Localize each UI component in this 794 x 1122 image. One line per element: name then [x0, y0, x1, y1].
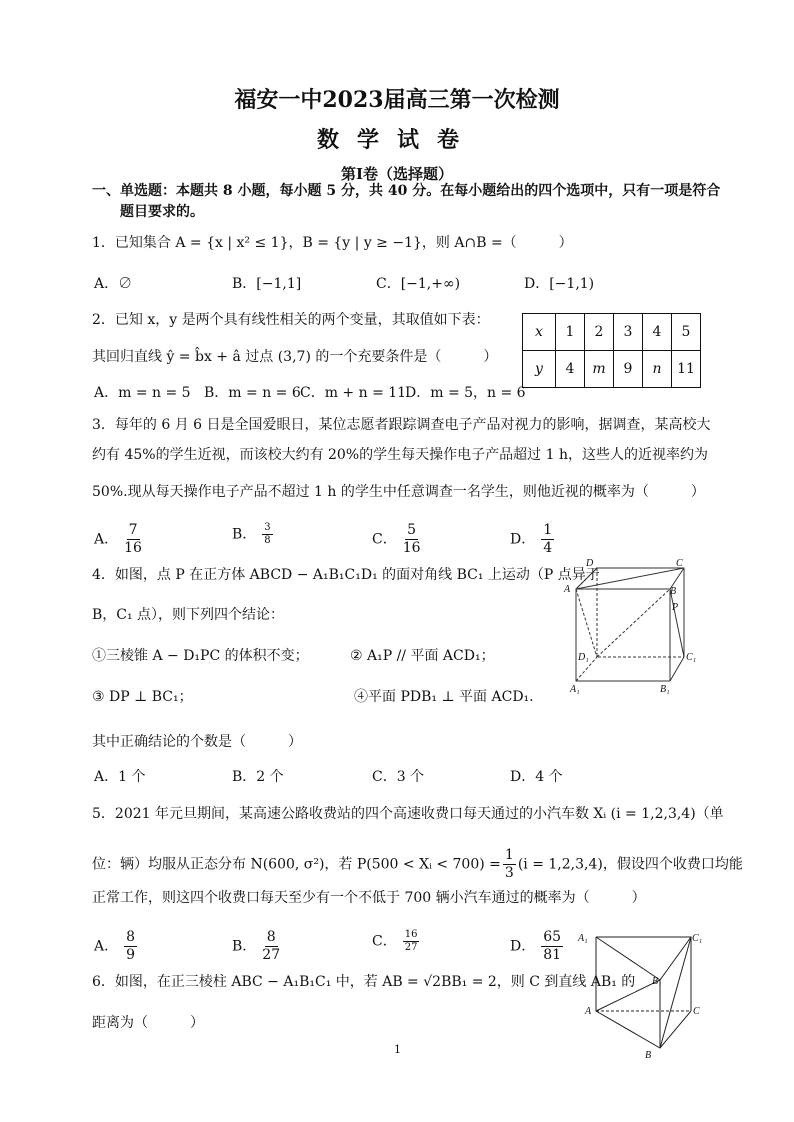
denominator: 16 — [124, 540, 142, 556]
table-cell: 2 — [585, 314, 614, 351]
q1-stem: 1．已知集合 A = {x | x² ≤ 1}，B = {y | y ≥ −1}，则 A∩B =（ ） — [92, 235, 573, 251]
figure-label: C₁ — [692, 933, 703, 944]
q5-stem: 5．2021 年元旦期间，某高速公路收费站的四个高速收费口每天通过的小汽车数 Xᵢ (i = 1,2,3,4)（单 — [92, 806, 724, 822]
fraction — [262, 929, 280, 964]
numerator: 8 — [266, 929, 276, 945]
table-cell: 1 — [556, 314, 585, 351]
q3-stem: 3．每年的 6 月 6 日是全国爱眼日，某位志愿者跟踪调查电子产品对视力的影响，据调查，某高校大 — [92, 417, 711, 433]
denominator: 27 — [262, 947, 281, 963]
q4-option-d: D．4 个 — [510, 769, 563, 785]
option-label: A． — [94, 531, 119, 548]
q2-stem: 2．已知 x，y 是两个具有线性相关的两个变量，其取值如下表： — [92, 312, 490, 328]
option-label: C． — [372, 531, 397, 548]
fraction — [503, 847, 516, 882]
q4-conclusion-1: ①三棱锥 A − D₁PC 的体积不变； — [92, 648, 309, 664]
table-cell: n — [643, 351, 672, 388]
text: 位：辆）均服从正态分布 N(600, σ²)，若 P(500 < Xᵢ < 700) = — [92, 856, 501, 873]
q5-option-c — [372, 929, 419, 954]
table-cell: 5 — [672, 314, 701, 351]
q5-stem-cont — [92, 847, 743, 882]
option-label: B． — [232, 938, 257, 955]
numerator: 1 — [543, 522, 553, 538]
prism-figure — [596, 937, 691, 1048]
numerator: 1 — [504, 847, 514, 863]
q4-question: 其中正确结论的个数是（ ） — [92, 734, 302, 750]
q4-option-a: A．1 个 — [94, 769, 146, 785]
option-label: C． — [372, 933, 397, 950]
text: (i = 1,2,3,4)，假设四个收费口均能 — [517, 856, 743, 873]
figure-label: D₁ — [578, 652, 589, 663]
denominator: 16 — [402, 540, 421, 556]
page-number: 1 — [394, 1043, 401, 1056]
figure-label: B — [645, 1050, 652, 1061]
exam-subtitle: 数学试卷 — [316, 127, 477, 153]
q4-option-b: B．2 个 — [232, 769, 284, 785]
q1-option-a: A．∅ — [94, 276, 133, 292]
figure-label: B — [670, 586, 677, 597]
section-heading: 一、单选题：本题共 8 小题，每小题 5 分，共 40 分。在每小题给出的四个选项中，只有一项是符合 — [92, 183, 721, 199]
section-heading-cont: 题目要求的。 — [120, 204, 204, 220]
figure-label: B₁ — [660, 684, 670, 695]
q2-option-c: C．m + n = 11 — [300, 385, 407, 401]
table-cell: m — [585, 351, 614, 388]
figure-label: B₁ — [652, 976, 662, 987]
figure-label: C₁ — [686, 652, 697, 663]
exam-title: 福安一中2023届高三第一次检测 — [234, 87, 560, 113]
option-label: B． — [232, 526, 257, 543]
denominator: 4 — [543, 540, 553, 556]
figure-label: C — [676, 558, 683, 569]
q2-stem-cont: 其回归直线 ŷ = b̂x + â 过点 (3,7) 的一个充要条件是（ ） — [92, 349, 498, 365]
numerator: 3 — [264, 522, 271, 533]
q2-option-b: B．m = n = 6 — [204, 385, 301, 401]
table-cell: 4 — [643, 314, 672, 351]
q4-stem-cont: B，C₁ 点），则下列四个结论： — [92, 607, 285, 623]
part-heading: 第Ⅰ卷（选择题） — [340, 165, 454, 183]
denominator: 3 — [504, 865, 514, 881]
q4-conclusion-4: ④平面 PDB₁ ⊥ 平面 ACD₁. — [354, 689, 534, 705]
table-cell: 11 — [672, 351, 701, 388]
denominator: 27 — [404, 942, 418, 953]
q5-option-b — [232, 929, 280, 964]
figure-label: D — [586, 558, 594, 569]
q1-option-b: B．[−1,1] — [232, 276, 302, 292]
q6-stem-cont: 距离为（ ） — [92, 1015, 204, 1031]
denominator: 81 — [543, 947, 562, 963]
fraction — [403, 929, 420, 954]
table-cell: x — [523, 314, 556, 351]
q4-conclusion-3: ③ DP ⊥ BC₁； — [92, 689, 193, 705]
q3-stem-cont: 约有 45%的学生近视，而该校大约有 20%的学生每天操作电子产品超过 1 h，这些人的近视率约为 — [92, 447, 708, 463]
figure-label: C — [693, 1006, 700, 1017]
fraction — [124, 929, 137, 964]
q6-stem: 6．如图，在正三棱柱 ABC − A₁B₁C₁ 中，若 AB = √2BB₁ = 2，则 C 到直线 AB₁ 的 — [92, 974, 636, 990]
q2-option-d: D．m = 5，n = 6 — [405, 385, 526, 401]
table-cell: 4 — [556, 351, 585, 388]
table-cell: y — [523, 351, 556, 388]
q4-stem: 4．如图，点 P 在正方体 ABCD − A₁B₁C₁D₁ 的面对角线 BC₁ 上运动（P 点异于 — [92, 567, 600, 583]
figure-label: A₁ — [570, 684, 580, 695]
q4-conclusion-2: ② A₁P // 平面 ACD₁； — [350, 648, 495, 664]
q5-option-d — [510, 929, 563, 964]
figure-label: A — [585, 1006, 592, 1017]
q3-stem-cont2: 50%.现从每天操作电子产品不超过 1 h 的学生中任意调查一名学生，则他近视的概率为（ ） — [92, 484, 705, 500]
figure-label: A₁ — [578, 933, 588, 944]
numerator: 8 — [126, 929, 136, 945]
table-cell: 9 — [614, 351, 643, 388]
option-label: D． — [510, 531, 536, 548]
q1-option-c: C．[−1,+∞) — [376, 276, 461, 292]
q2-option-a: A．m = n = 5 — [94, 385, 191, 401]
numerator: 16 — [404, 929, 418, 940]
numerator: 65 — [543, 929, 562, 945]
fraction — [541, 929, 563, 964]
table-cell: 3 — [614, 314, 643, 351]
q5-option-a — [94, 929, 137, 964]
option-label: A． — [94, 938, 119, 955]
denominator: 9 — [126, 947, 136, 963]
figure-label: P — [672, 602, 679, 613]
option-label: D． — [510, 938, 536, 955]
q4-option-c: C．3 个 — [372, 769, 425, 785]
q5-stem-cont2: 正常工作，则这四个收费口每天至少有一个不低于 700 辆小汽车通过的概率为（ ） — [92, 890, 646, 906]
denominator: 8 — [264, 535, 271, 546]
numerator: 5 — [407, 522, 417, 538]
numerator: 7 — [128, 522, 138, 538]
q1-option-d: D．[−1,1) — [524, 276, 595, 292]
figure-label: A — [564, 584, 571, 595]
